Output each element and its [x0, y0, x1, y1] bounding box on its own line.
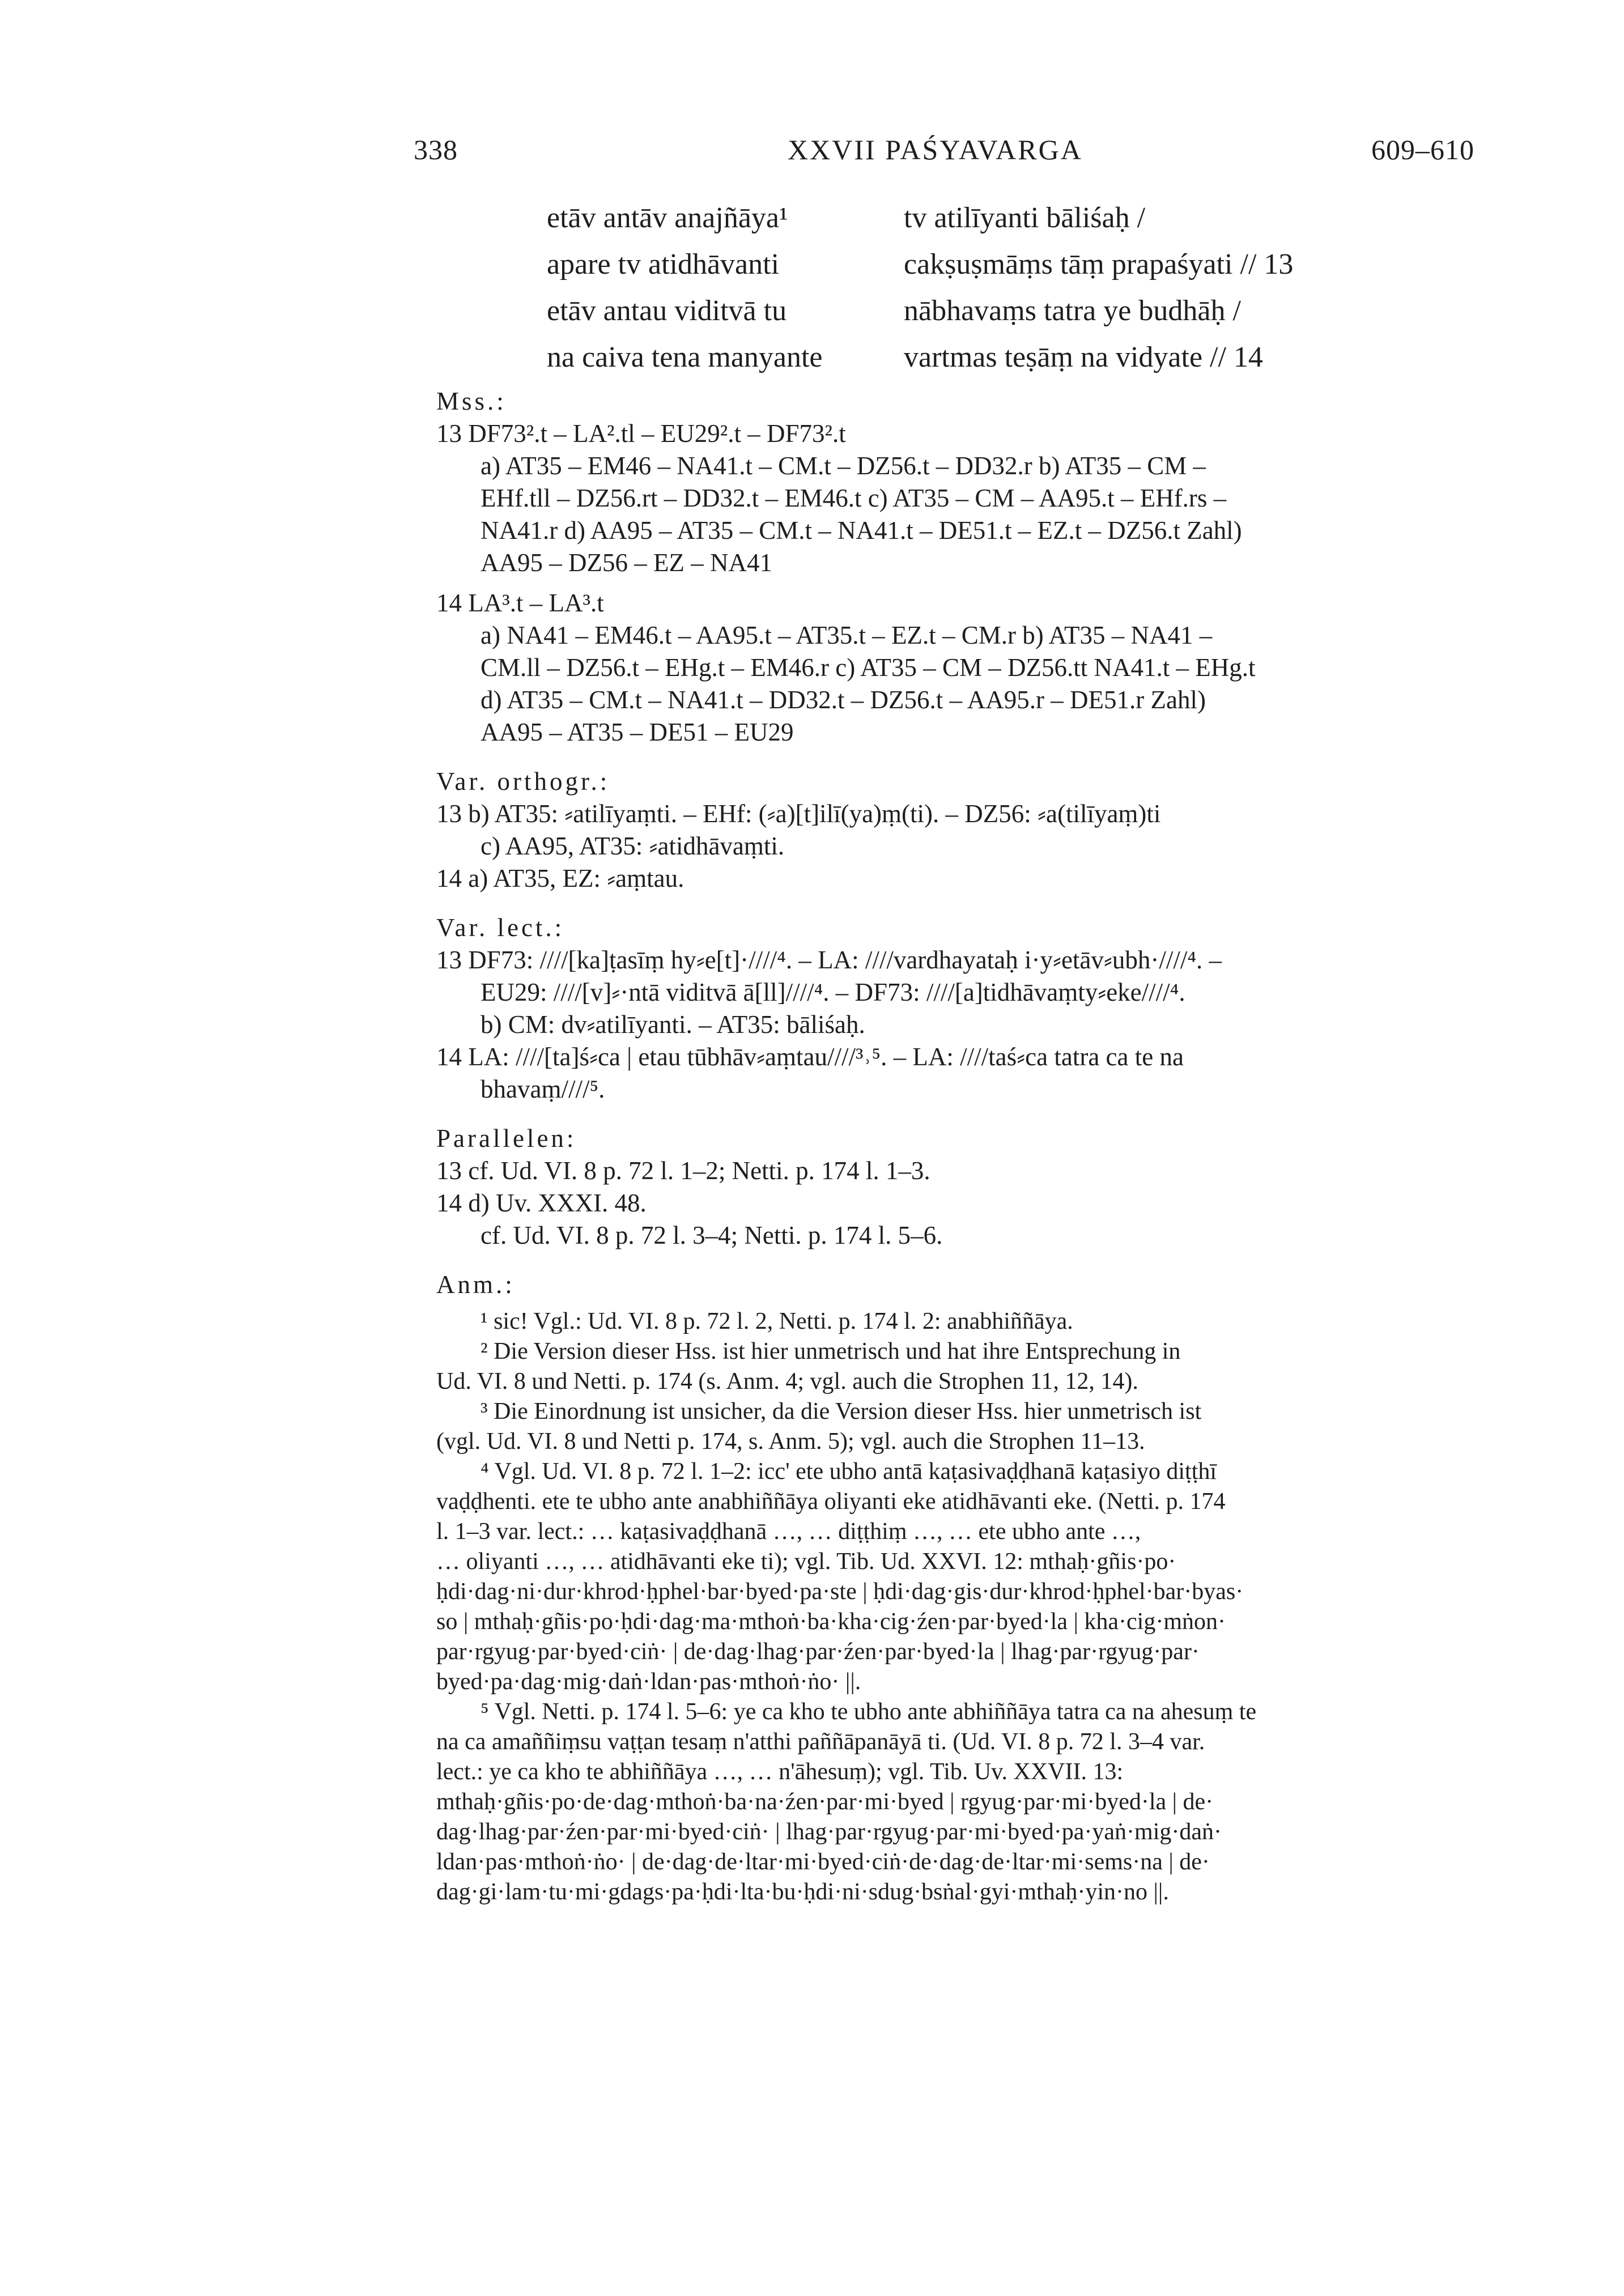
verse-pada-a: na caiva tena manyante [547, 341, 823, 373]
apparatus-line: 13 DF73².t – LA².tl – EU29².t – DF73².t [436, 419, 846, 448]
verse-pada-b: tv atilīyanti bāliśaḥ / [904, 202, 1146, 234]
verse-line [547, 341, 1453, 387]
apparatus-line: AA95 – AT35 – DE51 – EU29 [481, 718, 794, 746]
apparatus-line: a) AT35 – EM46 – NA41.t – CM.t – DZ56.t – DD32.r b) AT35 – CM – [481, 452, 1206, 480]
verse-pada-b: cakṣuṣmāṃs tāṃ prapaśyati // 13 [904, 248, 1294, 280]
note-line: lect.: ye ca kho te abhiññāya …, … n'āhesuṃ); vgl. Tib. Uv. XXVII. 13: [436, 1759, 1124, 1785]
note-line: na ca amaññiṃsu vaṭṭan tesaṃ n'atthi paññāpanāyā ti. (Ud. VI. 8 p. 72 l. 3–4 var. [436, 1729, 1205, 1755]
apparatus [436, 385, 1496, 1907]
var-orthogr-section [436, 766, 1496, 895]
apparatus-line: CM.ll – DZ56.t – EHg.t – EM46.r c) AT35 – CM – DZ56.tt NA41.t – EHg.t [481, 653, 1256, 682]
note-line: dag·lhag·par·źen·par·mi·byed·ciṅ· | lhag·par·rgyug·par·mi·byed·pa·yaṅ·mig·daṅ· [436, 1819, 1222, 1845]
var-lect-section [436, 912, 1496, 1106]
note-line: ¹ sic! Vgl.: Ud. VI. 8 p. 72 l. 2, Netti. p. 174 l. 2: anabhiññāya. [481, 1308, 1073, 1334]
note-line: ldan·pas·mthoṅ·ṅo· | de·dag·de·ltar·mi·byed·ciṅ·de·dag·de·ltar·mi·sems·na | de· [436, 1849, 1210, 1875]
apparatus-line: bhavaṃ////⁵. [481, 1075, 605, 1103]
apparatus-line: NA41.r d) AA95 – AT35 – CM.t – NA41.t – DE51.t – EZ.t – DZ56.t Zahl) [481, 516, 1242, 545]
section-heading: Var. orthogr.: [436, 767, 610, 796]
note-line: ² Die Version dieser Hss. ist hier unmetrisch und hat ihre Entsprechung in [481, 1338, 1181, 1364]
note-line: Ud. VI. 8 und Netti. p. 174 (s. Anm. 4; vgl. auch die Strophen 11, 12, 14). [436, 1368, 1138, 1394]
verse-pada-a: etāv antau viditvā tu [547, 295, 787, 327]
verse-pada-a: apare tv atidhāvanti [547, 248, 780, 280]
section-heading: Anm.: [436, 1270, 515, 1299]
note-line: byed·pa·dag·mig·daṅ·ldan·pas·mthoṅ·ṅo· ||. [436, 1669, 861, 1695]
page-number: 338 [414, 134, 458, 165]
apparatus-line: 13 b) AT35: ⸗atilīyaṃti. – EHf: (⸗a)[t]ilī(ya)ṃ(ti). – DZ56: ⸗a(tilīyaṃ)ti [436, 800, 1161, 828]
apparatus-line: 14 LA³.t – LA³.t [436, 589, 604, 617]
note-line: dag·gi·lam·tu·mi·gdags·pa·ḥdi·lta·bu·ḥdi·ni·sdug·bsṅal·gyi·mthaḥ·yin·no ||. [436, 1879, 1169, 1905]
note-line: l. 1–3 var. lect.: … kaṭasivaḍḍhanā …, … diṭṭhiṃ …, … ete ubho ante …, [436, 1519, 1141, 1545]
apparatus-line: 13 cf. Ud. VI. 8 p. 72 l. 1–2; Netti. p. 174 l. 1–3. [436, 1156, 930, 1185]
note-line: (vgl. Ud. VI. 8 und Netti p. 174, s. Anm. 5); vgl. auch die Strophen 11–13. [436, 1428, 1145, 1455]
verse-line [547, 294, 1453, 341]
apparatus-line: b) CM: dv⸗atilīyanti. – AT35: bāliśaḥ. [481, 1010, 865, 1039]
section-heading: Mss.: [436, 387, 507, 415]
verse-pada-b: vartmas teṣāṃ na vidyate // 14 [904, 341, 1263, 373]
note-line: ³ Die Einordnung ist unsicher, da die Version dieser Hss. hier unmetrisch ist [481, 1398, 1202, 1425]
apparatus-line: c) AA95, AT35: ⸗atidhāvaṃti. [481, 832, 785, 860]
note-line: ḥdi·dag·ni·dur·khrod·ḥphel·bar·byed·pa·ste | ḥdi·dag·gis·dur·khrod·ḥphel·bar·byas· [436, 1579, 1244, 1605]
section-heading: Parallelen: [436, 1124, 577, 1153]
notes-list [436, 1307, 1496, 1907]
note-line: ⁵ Vgl. Netti. p. 174 l. 5–6: ye ca kho te ubho ante abhiññāya tatra ca na ahesuṃ te [481, 1699, 1257, 1725]
apparatus-line: cf. Ud. VI. 8 p. 72 l. 3–4; Netti. p. 174 l. 5–6. [481, 1221, 943, 1249]
apparatus-line: AA95 – DZ56 – EZ – NA41 [481, 549, 772, 577]
verse-pada-b: nābhavaṃs tatra ye budhāḥ / [904, 295, 1241, 327]
parallelen-section [436, 1123, 1496, 1252]
note-line: vaḍḍhenti. ete te ubho ante anabhiññāya oliyanti eke atidhāvanti eke. (Netti. p. 174 [436, 1489, 1226, 1515]
verse-line [547, 248, 1453, 294]
note-line: so | mthaḥ·gñis·po·ḥdi·dag·ma·mthoṅ·ba·kha·cig·źen·par·byed·la | kha·cig·mṅon· [436, 1609, 1226, 1635]
mss-section [436, 385, 1496, 749]
note-line: mthaḥ·gñis·po·de·dag·mthoṅ·ba·na·źen·par·mi·byed | rgyug·par·mi·byed·la | de· [436, 1789, 1214, 1815]
chapter-title: XXVII PAŚYAVARGA [788, 134, 1083, 165]
verse-line [547, 201, 1453, 248]
stanza-range: 609–610 [1371, 134, 1474, 165]
apparatus-line: 14 a) AT35, EZ: ⸗aṃtau. [436, 864, 685, 892]
section-heading: Var. lect.: [436, 913, 565, 942]
apparatus-line: 14 LA: ////[ta]ś⸗ca | etau tūbhāv⸗aṃtau////³˒⁵. – LA: ////taś⸗ca tatra ca te na [436, 1043, 1184, 1071]
apparatus-line: 14 d) Uv. XXXI. 48. [436, 1189, 647, 1217]
apparatus-line: 13 DF73: ////[ka]ṭasīṃ hy⸗e[t]·////⁴. – LA: ////vardhayataḥ i·y⸗etāv⸗ubh·////⁴. – [436, 946, 1222, 974]
anm-section [436, 1269, 1496, 1907]
note-line: par·rgyug·par·byed·ciṅ· | de·dag·lhag·par·źen·par·byed·la | lhag·par·rgyug·par· [436, 1639, 1200, 1665]
note-line: … oliyanti …, … atidhāvanti eke ti); vgl. Tib. Ud. XXVI. 12: mthaḥ·gñis·po· [436, 1549, 1176, 1575]
note-line: ⁴ Vgl. Ud. VI. 8 p. 72 l. 1–2: icc' ete ubho antā kaṭasivaḍḍhanā kaṭasiyo diṭṭhī [481, 1459, 1217, 1485]
verse-block [547, 201, 1453, 387]
verse-pada-a: etāv antāv anajñāya¹ [547, 202, 788, 234]
apparatus-line: EU29: ////[v]⸗·ntā viditvā ā[ll]////⁴. – DF73: ////[a]tidhāvaṃty⸗eke////⁴. [481, 978, 1185, 1006]
apparatus-line: EHf.tll – DZ56.rt – DD32.t – EM46.t c) AT35 – CM – AA95.t – EHf.rs – [481, 484, 1227, 512]
apparatus-line: a) NA41 – EM46.t – AA95.t – AT35.t – EZ.t – CM.r b) AT35 – NA41 – [481, 621, 1213, 649]
apparatus-line: d) AT35 – CM.t – NA41.t – DD32.t – DZ56.t – AA95.r – DE51.r Zahl) [481, 686, 1206, 714]
